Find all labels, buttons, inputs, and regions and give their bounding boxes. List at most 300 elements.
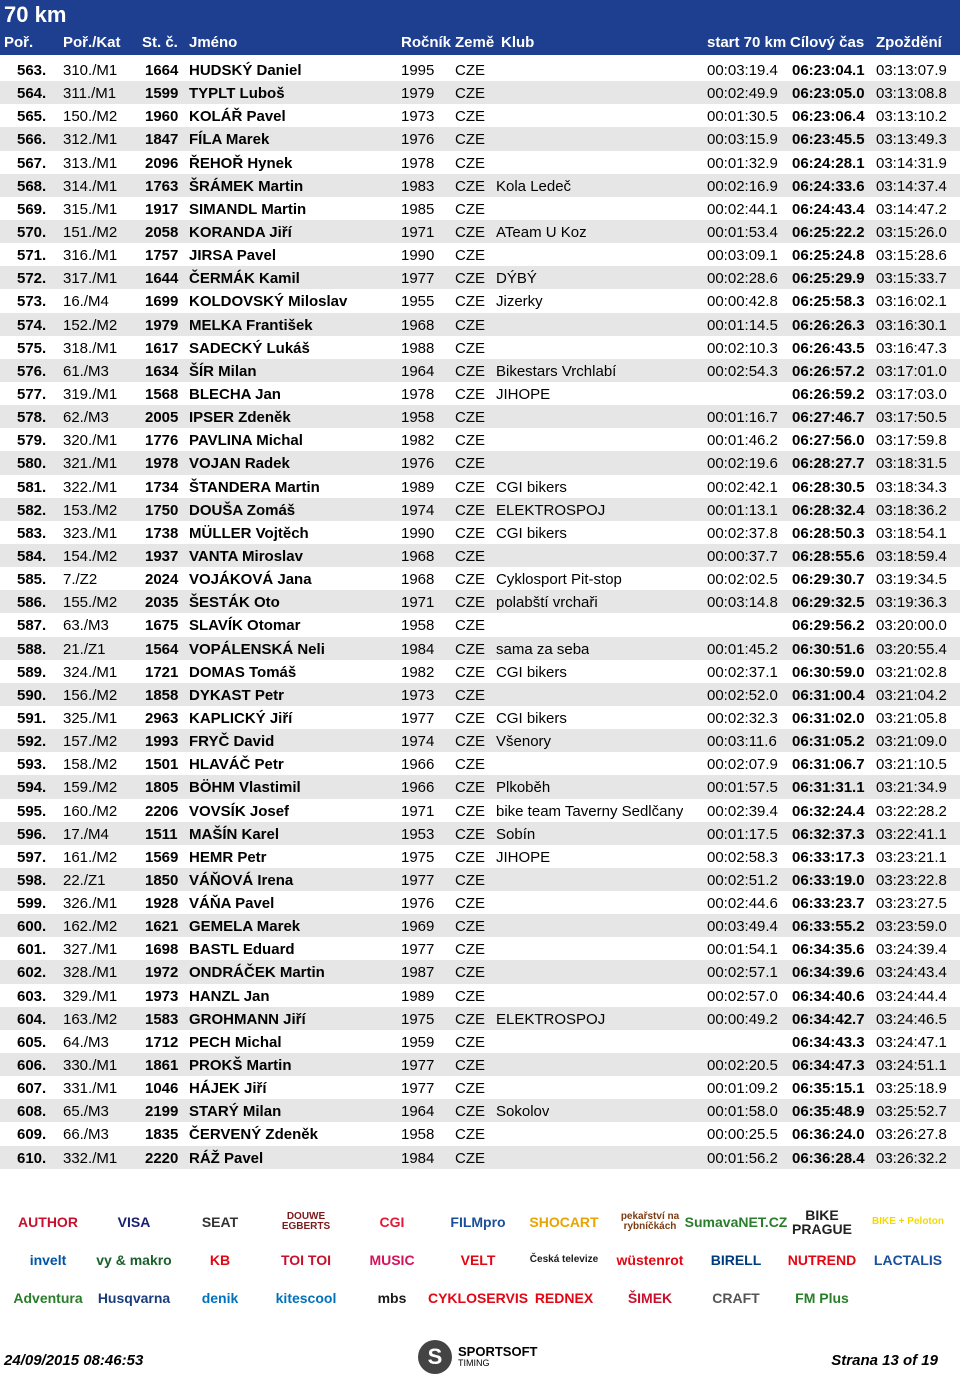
start-number: 2963 bbox=[145, 709, 179, 727]
delay: 03:16:30.1 bbox=[876, 316, 947, 334]
rank: 575. bbox=[17, 339, 47, 357]
birth-year: 1968 bbox=[401, 316, 435, 334]
finish-time: 06:25:29.9 bbox=[792, 270, 865, 288]
results-header bbox=[0, 0, 960, 55]
finish-time: 06:31:02.0 bbox=[792, 709, 865, 727]
runner-name: HÁJEK Jiří bbox=[189, 1080, 267, 1098]
country: CZE bbox=[455, 362, 485, 380]
table-row bbox=[0, 382, 960, 405]
category-rank: 314./M1 bbox=[63, 177, 118, 195]
sponsor-logo: REDNEX bbox=[534, 1290, 594, 1306]
birth-year: 1995 bbox=[401, 62, 435, 79]
category-rank: 326./M1 bbox=[63, 895, 118, 913]
runner-name: ŘEHOŘ Hynek bbox=[189, 154, 293, 172]
finish-time: 06:29:56.2 bbox=[792, 617, 865, 635]
rank: 596. bbox=[17, 825, 47, 843]
sponsor-logo: Česká televize bbox=[529, 1254, 599, 1265]
print-timestamp: 24/09/2015 08:46:53 bbox=[4, 1352, 144, 1369]
start-number: 1763 bbox=[145, 177, 179, 195]
country: CZE bbox=[455, 1033, 485, 1051]
start-number: 1972 bbox=[145, 964, 179, 982]
sponsor-logo: AUTHOR bbox=[18, 1214, 78, 1230]
finish-time: 06:34:43.3 bbox=[792, 1033, 865, 1051]
table-row bbox=[0, 243, 960, 266]
sponsor-logo: BIRELL bbox=[710, 1252, 762, 1268]
birth-year: 1984 bbox=[401, 1149, 435, 1167]
start-time: 00:02:07.9 bbox=[707, 756, 778, 774]
finish-time: 06:31:00.4 bbox=[792, 686, 865, 704]
table-row bbox=[0, 58, 960, 81]
club: Jizerky bbox=[496, 293, 543, 311]
sponsor-logo: KB bbox=[209, 1252, 231, 1268]
rank: 595. bbox=[17, 802, 47, 820]
finish-time: 06:34:39.6 bbox=[792, 964, 865, 982]
club: bike team Taverny Sedlčany bbox=[496, 802, 684, 820]
runner-name: SLAVÍK Otomar bbox=[189, 617, 301, 635]
club: Sobín bbox=[496, 825, 536, 843]
rank: 573. bbox=[17, 293, 47, 311]
finish-time: 06:24:43.4 bbox=[792, 200, 865, 218]
country: CZE bbox=[455, 409, 485, 427]
country: CZE bbox=[455, 617, 485, 635]
rank: 607. bbox=[17, 1080, 47, 1098]
birth-year: 1985 bbox=[401, 200, 435, 218]
col-name: Jméno bbox=[189, 34, 238, 51]
birth-year: 1982 bbox=[401, 432, 435, 450]
birth-year: 1989 bbox=[401, 987, 435, 1005]
delay: 03:26:27.8 bbox=[876, 1126, 947, 1144]
birth-year: 1966 bbox=[401, 756, 435, 774]
sponsor-logo: FM Plus bbox=[795, 1290, 849, 1306]
start-time: 00:01:09.2 bbox=[707, 1080, 778, 1098]
finish-time: 06:36:24.0 bbox=[792, 1126, 865, 1144]
col-club: Klub bbox=[501, 34, 535, 51]
sponsor-logo: NUTREND bbox=[787, 1252, 857, 1268]
finish-time: 06:26:57.2 bbox=[792, 362, 865, 380]
country: CZE bbox=[455, 941, 485, 959]
finish-time: 06:32:37.3 bbox=[792, 825, 865, 843]
table-row bbox=[0, 752, 960, 775]
table-row bbox=[0, 822, 960, 845]
rank: 593. bbox=[17, 756, 47, 774]
club: JIHOPE bbox=[496, 848, 551, 866]
country: CZE bbox=[455, 223, 485, 241]
table-row bbox=[0, 729, 960, 752]
start-number: 1599 bbox=[145, 85, 179, 103]
delay: 03:21:10.5 bbox=[876, 756, 947, 774]
country: CZE bbox=[455, 802, 485, 820]
category-rank: 16./M4 bbox=[63, 293, 109, 311]
rank: 576. bbox=[17, 362, 47, 380]
start-number: 1917 bbox=[145, 200, 179, 218]
runner-name: PECH Michal bbox=[189, 1033, 282, 1051]
sponsor-logo: DOUWE EGBERTS bbox=[281, 1211, 331, 1232]
start-number: 1569 bbox=[145, 848, 179, 866]
finish-time: 06:28:30.5 bbox=[792, 478, 865, 496]
sponsor-logo: vy & makro bbox=[96, 1252, 172, 1268]
page-title: 70 km bbox=[4, 2, 67, 27]
table-row bbox=[0, 799, 960, 822]
club: CGI bikers bbox=[496, 524, 567, 542]
rank: 588. bbox=[17, 640, 47, 658]
start-number: 1621 bbox=[145, 918, 179, 936]
delay: 03:14:31.9 bbox=[876, 154, 947, 172]
start-time: 00:02:58.3 bbox=[707, 848, 778, 866]
start-number: 1501 bbox=[145, 756, 179, 774]
table-row bbox=[0, 81, 960, 104]
runner-name: SIMANDL Martin bbox=[189, 200, 307, 218]
rank: 590. bbox=[17, 686, 47, 704]
country: CZE bbox=[455, 131, 485, 149]
start-number: 1805 bbox=[145, 779, 179, 797]
category-rank: 322./M1 bbox=[63, 478, 118, 496]
start-time: 00:02:37.1 bbox=[707, 663, 778, 681]
finish-time: 06:23:05.0 bbox=[792, 85, 865, 103]
table-row bbox=[0, 683, 960, 706]
start-time: 00:03:49.4 bbox=[707, 918, 778, 936]
country: CZE bbox=[455, 247, 485, 265]
sponsor-logo: Husqvarna bbox=[97, 1290, 171, 1306]
start-time: 00:02:16.9 bbox=[707, 177, 778, 195]
category-rank: 330./M1 bbox=[63, 1057, 118, 1075]
start-number: 2220 bbox=[145, 1149, 179, 1167]
table-row bbox=[0, 336, 960, 359]
finish-time: 06:28:50.3 bbox=[792, 524, 865, 542]
country: CZE bbox=[455, 987, 485, 1005]
table-row bbox=[0, 775, 960, 798]
country: CZE bbox=[455, 733, 485, 751]
finish-time: 06:28:27.7 bbox=[792, 455, 865, 473]
col-year: Ročník bbox=[401, 34, 452, 51]
runner-name: STARÝ Milan bbox=[189, 1103, 282, 1121]
start-number: 2024 bbox=[145, 571, 179, 589]
runner-name: KAPLICKÝ Jiří bbox=[189, 709, 293, 727]
runner-name: PROKŠ Martin bbox=[189, 1057, 292, 1075]
finish-time: 06:26:59.2 bbox=[792, 385, 865, 403]
col-rank: Poř. bbox=[4, 34, 34, 51]
table-row bbox=[0, 521, 960, 544]
country: CZE bbox=[455, 825, 485, 843]
runner-name: DOUŠA Zomáš bbox=[189, 501, 296, 519]
delay: 03:24:51.1 bbox=[876, 1057, 947, 1075]
runner-name: HLAVÁČ Petr bbox=[189, 756, 284, 774]
birth-year: 1964 bbox=[401, 362, 435, 380]
start-number: 1712 bbox=[145, 1033, 179, 1051]
col-finish-time: Cílový čas bbox=[790, 34, 865, 51]
category-rank: 159./M2 bbox=[63, 779, 118, 797]
runner-name: ŠÍR Milan bbox=[189, 362, 257, 380]
country: CZE bbox=[455, 594, 485, 612]
category-rank: 150./M2 bbox=[63, 108, 118, 126]
finish-time: 06:29:30.7 bbox=[792, 571, 865, 589]
country: CZE bbox=[455, 1149, 485, 1167]
club: Bikestars Vrchlabí bbox=[496, 362, 617, 380]
rank: 582. bbox=[17, 501, 47, 519]
table-row bbox=[0, 891, 960, 914]
category-rank: 17./M4 bbox=[63, 825, 109, 843]
sponsor-logo: BIKE + Peloton bbox=[872, 1216, 944, 1227]
category-rank: 319./M1 bbox=[63, 385, 118, 403]
category-rank: 160./M2 bbox=[63, 802, 118, 820]
finish-time: 06:25:24.8 bbox=[792, 247, 865, 265]
delay: 03:22:41.1 bbox=[876, 825, 947, 843]
runner-name: VÁŇOVÁ Irena bbox=[189, 871, 294, 889]
delay: 03:24:43.4 bbox=[876, 964, 947, 982]
finish-time: 06:24:28.1 bbox=[792, 154, 865, 172]
sponsor-logo: VISA bbox=[117, 1214, 151, 1230]
runner-name: VANTA Miroslav bbox=[189, 547, 303, 565]
delay: 03:17:01.0 bbox=[876, 362, 947, 380]
delay: 03:23:59.0 bbox=[876, 918, 947, 936]
country: CZE bbox=[455, 316, 485, 334]
start-number: 1979 bbox=[145, 316, 179, 334]
start-number: 2005 bbox=[145, 409, 179, 427]
club: Kola Ledeč bbox=[496, 177, 572, 195]
start-number: 1757 bbox=[145, 247, 179, 265]
club: Sokolov bbox=[496, 1103, 550, 1121]
finish-time: 06:31:06.7 bbox=[792, 756, 865, 774]
start-time: 00:02:57.0 bbox=[707, 987, 778, 1005]
table-row bbox=[0, 1122, 960, 1145]
table-row bbox=[0, 289, 960, 312]
birth-year: 1984 bbox=[401, 640, 435, 658]
rank: 599. bbox=[17, 895, 47, 913]
start-time: 00:02:44.6 bbox=[707, 895, 778, 913]
start-time: 00:00:25.5 bbox=[707, 1126, 778, 1144]
start-number: 1978 bbox=[145, 455, 179, 473]
start-number: 1721 bbox=[145, 663, 179, 681]
country: CZE bbox=[455, 1103, 485, 1121]
table-row bbox=[0, 1146, 960, 1169]
table-row bbox=[0, 266, 960, 289]
runner-name: VOVSÍK Josef bbox=[189, 802, 290, 820]
runner-name: FRYČ David bbox=[189, 733, 275, 751]
start-number: 1511 bbox=[145, 825, 178, 843]
runner-name: GROHMANN Jiří bbox=[189, 1010, 306, 1028]
sponsor-logo: SEAT bbox=[201, 1214, 239, 1230]
sponsor-logo: MUSIC bbox=[369, 1252, 415, 1268]
birth-year: 1971 bbox=[401, 223, 435, 241]
category-rank: 331./M1 bbox=[63, 1080, 118, 1098]
rank: 592. bbox=[17, 733, 47, 751]
country: CZE bbox=[455, 871, 485, 889]
rank: 606. bbox=[17, 1057, 47, 1075]
rank: 610. bbox=[17, 1149, 47, 1167]
delay: 03:17:50.5 bbox=[876, 409, 947, 427]
sponsor-logo: denik bbox=[201, 1290, 239, 1306]
table-row bbox=[0, 984, 960, 1007]
rank: 577. bbox=[17, 385, 47, 403]
start-number: 1046 bbox=[145, 1080, 179, 1098]
birth-year: 1977 bbox=[401, 270, 435, 288]
rank: 578. bbox=[17, 409, 47, 427]
start-number: 1937 bbox=[145, 547, 179, 565]
finish-time: 06:33:23.7 bbox=[792, 895, 865, 913]
country: CZE bbox=[455, 1080, 485, 1098]
category-rank: 321./M1 bbox=[63, 455, 118, 473]
start-number: 1850 bbox=[145, 871, 179, 889]
country: CZE bbox=[455, 293, 485, 311]
sponsor-logo: Adventura bbox=[13, 1290, 83, 1306]
delay: 03:18:36.2 bbox=[876, 501, 947, 519]
finish-time: 06:35:48.9 bbox=[792, 1103, 865, 1121]
sponsor-logo: pekařství na rybníčkách bbox=[620, 1211, 680, 1232]
start-time: 00:01:13.1 bbox=[707, 501, 778, 519]
finish-time: 06:26:26.3 bbox=[792, 316, 865, 334]
start-number: 1675 bbox=[145, 617, 179, 635]
club: polabští vrchaři bbox=[496, 594, 598, 612]
finish-time: 06:23:04.1 bbox=[792, 62, 865, 79]
birth-year: 1988 bbox=[401, 339, 435, 357]
finish-time: 06:34:35.6 bbox=[792, 941, 865, 959]
table-row bbox=[0, 960, 960, 983]
table-row bbox=[0, 590, 960, 613]
sponsor-strip bbox=[0, 1200, 960, 1320]
runner-name: HUDSKÝ Daniel bbox=[189, 62, 302, 79]
rank: 579. bbox=[17, 432, 47, 450]
club: CGI bikers bbox=[496, 478, 567, 496]
rank: 609. bbox=[17, 1126, 47, 1144]
club: ELEKTROSPOJ bbox=[496, 1010, 606, 1028]
rank: 594. bbox=[17, 779, 47, 797]
birth-year: 1977 bbox=[401, 871, 435, 889]
start-number: 1698 bbox=[145, 941, 179, 959]
start-number: 2058 bbox=[145, 223, 179, 241]
start-time: 00:03:11.6 bbox=[707, 733, 777, 751]
table-row bbox=[0, 845, 960, 868]
country: CZE bbox=[455, 501, 485, 519]
start-time: 00:03:09.1 bbox=[707, 247, 778, 265]
table-row bbox=[0, 127, 960, 150]
birth-year: 1978 bbox=[401, 154, 435, 172]
finish-time: 06:30:51.6 bbox=[792, 640, 865, 658]
category-rank: 64./M3 bbox=[63, 1033, 109, 1051]
country: CZE bbox=[455, 385, 485, 403]
start-time: 00:00:42.8 bbox=[707, 293, 778, 311]
runner-name: KOLDOVSKÝ Miloslav bbox=[189, 293, 348, 311]
finish-time: 06:30:59.0 bbox=[792, 663, 865, 681]
start-time: 00:03:15.9 bbox=[707, 131, 778, 149]
start-time: 00:01:53.4 bbox=[707, 223, 778, 241]
delay: 03:21:09.0 bbox=[876, 733, 947, 751]
sportsoft-brand-sub: TIMING bbox=[458, 1358, 490, 1369]
table-row bbox=[0, 613, 960, 636]
country: CZE bbox=[455, 663, 485, 681]
sportsoft-brand: SPORTSOFT bbox=[458, 1343, 538, 1359]
col-start-time: start 70 km bbox=[707, 34, 787, 51]
category-rank: 61./M3 bbox=[63, 362, 109, 380]
table-row bbox=[0, 1007, 960, 1030]
birth-year: 1976 bbox=[401, 455, 435, 473]
club: JIHOPE bbox=[496, 385, 551, 403]
category-rank: 318./M1 bbox=[63, 339, 118, 357]
start-number: 1973 bbox=[145, 987, 179, 1005]
country: CZE bbox=[455, 709, 485, 727]
col-category-rank: Poř./Kat bbox=[63, 34, 121, 51]
start-time: 00:02:54.3 bbox=[707, 362, 778, 380]
start-number: 1993 bbox=[145, 733, 179, 751]
country: CZE bbox=[455, 918, 485, 936]
country: CZE bbox=[455, 478, 485, 496]
sponsor-logo: SumavaNET.CZ bbox=[684, 1214, 788, 1230]
birth-year: 1989 bbox=[401, 478, 435, 496]
birth-year: 1978 bbox=[401, 385, 435, 403]
results-table bbox=[0, 58, 960, 1169]
start-time: 00:01:54.1 bbox=[707, 941, 778, 959]
runner-name: ČERVENÝ Zdeněk bbox=[189, 1126, 318, 1144]
table-row bbox=[0, 220, 960, 243]
country: CZE bbox=[455, 964, 485, 982]
birth-year: 1975 bbox=[401, 1010, 435, 1028]
club: sama za seba bbox=[496, 640, 590, 658]
delay: 03:24:44.4 bbox=[876, 987, 947, 1005]
delay: 03:21:34.9 bbox=[876, 779, 947, 797]
category-rank: 325./M1 bbox=[63, 709, 118, 727]
runner-name: TYPLT Luboš bbox=[189, 85, 285, 103]
start-time: 00:01:46.2 bbox=[707, 432, 778, 450]
start-number: 1861 bbox=[145, 1057, 179, 1075]
table-row bbox=[0, 197, 960, 220]
category-rank: 158./M2 bbox=[63, 756, 118, 774]
sportsoft-s-icon: S bbox=[418, 1340, 452, 1374]
birth-year: 1975 bbox=[401, 848, 435, 866]
rank: 580. bbox=[17, 455, 47, 473]
rank: 571. bbox=[17, 247, 47, 265]
category-rank: 21./Z1 bbox=[63, 640, 106, 658]
birth-year: 1974 bbox=[401, 733, 435, 751]
birth-year: 1968 bbox=[401, 547, 435, 565]
col-country: Země bbox=[455, 34, 495, 51]
delay: 03:19:34.5 bbox=[876, 571, 947, 589]
finish-time: 06:23:06.4 bbox=[792, 108, 865, 126]
birth-year: 1964 bbox=[401, 1103, 435, 1121]
delay: 03:15:28.6 bbox=[876, 247, 947, 265]
rank: 591. bbox=[17, 709, 47, 727]
finish-time: 06:36:28.4 bbox=[792, 1149, 865, 1167]
category-rank: 323./M1 bbox=[63, 524, 118, 542]
category-rank: 161./M2 bbox=[63, 848, 118, 866]
runner-name: IPSER Zdeněk bbox=[189, 409, 291, 427]
finish-time: 06:33:17.3 bbox=[792, 848, 865, 866]
country: CZE bbox=[455, 524, 485, 542]
rank: 570. bbox=[17, 223, 47, 241]
col-delay: Zpoždění bbox=[876, 34, 942, 51]
birth-year: 1977 bbox=[401, 1057, 435, 1075]
table-row bbox=[0, 475, 960, 498]
birth-year: 1976 bbox=[401, 131, 435, 149]
table-row bbox=[0, 405, 960, 428]
club: ELEKTROSPOJ bbox=[496, 501, 606, 519]
category-rank: 312./M1 bbox=[63, 131, 118, 149]
finish-time: 06:35:15.1 bbox=[792, 1080, 865, 1098]
finish-time: 06:26:43.5 bbox=[792, 339, 865, 357]
birth-year: 1977 bbox=[401, 1080, 435, 1098]
country: CZE bbox=[455, 339, 485, 357]
country: CZE bbox=[455, 200, 485, 218]
start-number: 1858 bbox=[145, 686, 179, 704]
runner-name: FÍLA Marek bbox=[189, 131, 270, 149]
finish-time: 06:25:22.2 bbox=[792, 223, 865, 241]
delay: 03:20:00.0 bbox=[876, 617, 947, 635]
delay: 03:18:59.4 bbox=[876, 547, 947, 565]
birth-year: 1953 bbox=[401, 825, 435, 843]
runner-name: VOPÁLENSKÁ Neli bbox=[189, 640, 325, 658]
delay: 03:19:36.3 bbox=[876, 594, 947, 612]
country: CZE bbox=[455, 1126, 485, 1144]
start-number: 1564 bbox=[145, 640, 179, 658]
page-number: Strana 13 of 19 bbox=[831, 1352, 938, 1369]
club: DÝBÝ bbox=[496, 270, 537, 288]
